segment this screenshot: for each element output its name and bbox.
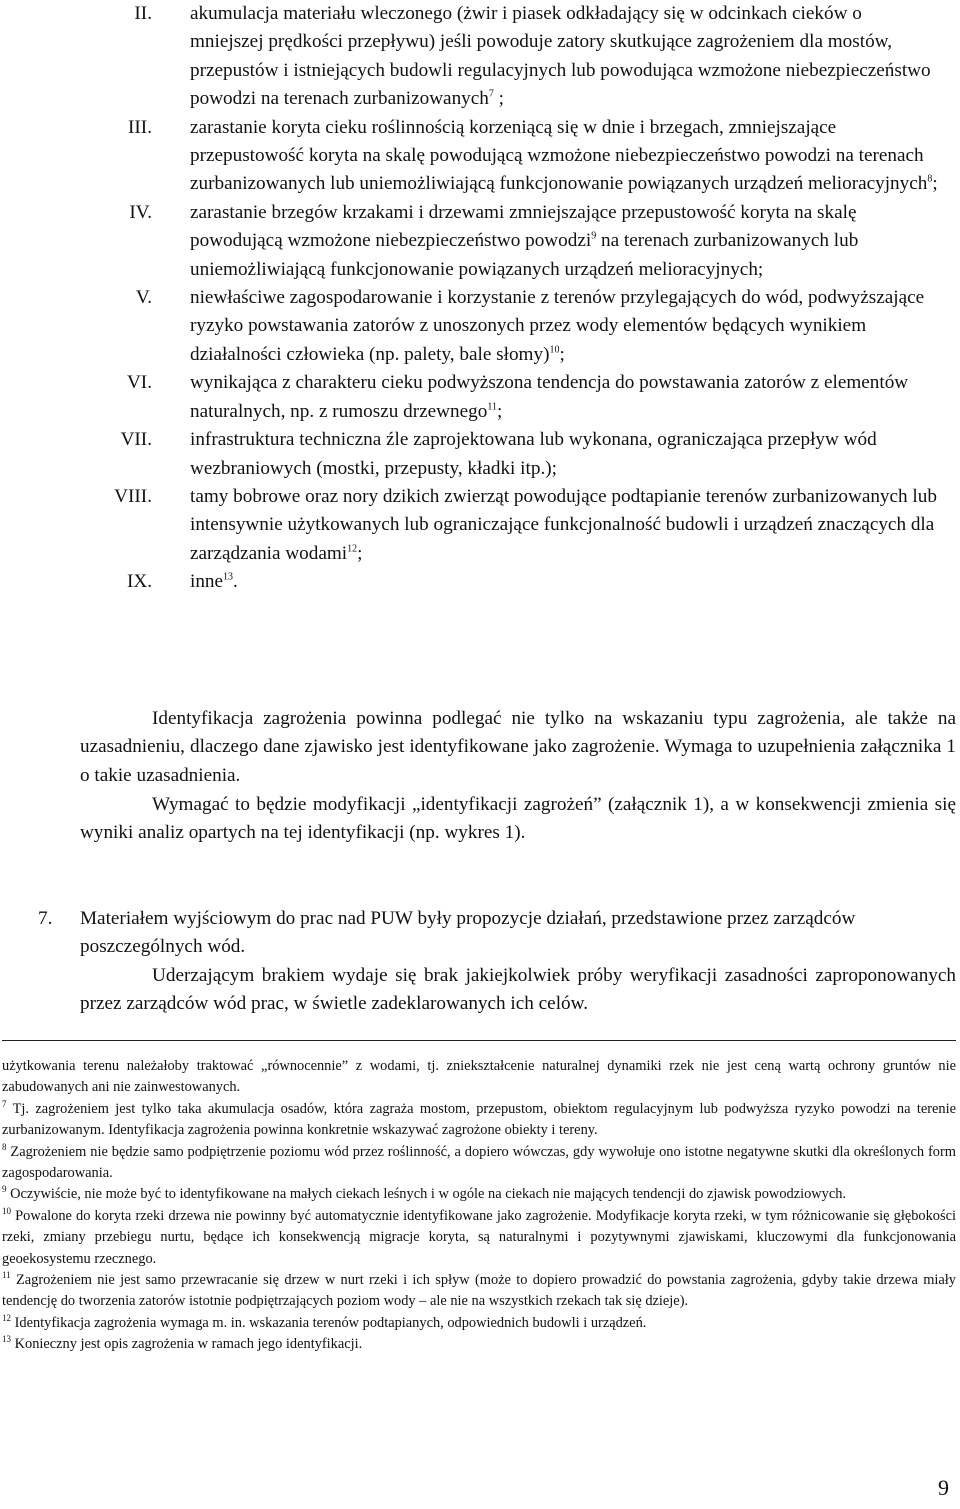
list-item-text: tamy bobrowe oraz nory dzikich zwierząt powodujące podtapianie terenów zurbanizowanych lub intensywnie użytkowanych lub ograniczające funkcjonalność budowli i urządzeń znaczących dla zarządzania wodami$^{12}$; [190,485,937,564]
footnote: $^{13}$ Konieczny jest opis zagrożenia w ramach jego identyfikacji. [2,1334,363,1353]
list-item [0,114,960,199]
page-number: 9 [938,1475,949,1500]
footnote-ref: 13 [223,571,234,583]
list-item [0,568,960,596]
list-item-text: akumulacja materiału wleczonego (żwir i piasek odkładający się w odcinkach cieków o mniejszej prędkości przepływu) jeśli powoduje zatory skutkujące zagrożeniem dla mostów, przepustów i istniejących budowli regulacyjnych lub powodująca wzmożone niebezpieczeństwo powodzi na terenach zurbanizowanych$^7$ ; [190,3,931,110]
footnote: $^9$ Oczywiście, nie może być to identyfikowane na małych ciekach leśnych i w ogóle na ciekach nie mających tendencji do zjawisk powodziowych. [2,1184,847,1203]
list-item [0,483,960,568]
list-item-text: niewłaściwe zagospodarowanie i korzystanie z terenów przylegających do wód, podwyższające ryzyko powstawania zatorów z unoszonych przez wody elementów będących wynikiem działalności człowieka (np. palety, bale słomy)$^{10}$; [190,287,925,365]
list-item-number: IX. [126,571,152,593]
list-item-text: zarastanie brzegów krzakami i drzewami zmniejszające przepustowość koryta na skalę powodującą wzmożone niebezpieczeństwo powodzi$^9$ na terenach zurbanizowanych lub uniemożliwiającą funkcjonowanie powiązanych urządzeń melioracyjnych; [190,201,859,280]
footnote: $^{12}$ Identyfikacja zagrożenia wymaga m. in. wskazania terenów podtapianych, odpowiednich budowli i urządzeń. [2,1313,647,1331]
body-paragraph: Wymagać to będzie modyfikacji „identyfikacji zagrożeń” (załącznik 1), a w konsekwencji zmienia się wyniki analiz opartych na tej identyfikacji (np. wykres 1). [80,794,956,844]
footnote: $^{11}$ Zagrożeniem nie jest samo przewracanie się drzew w nurt rzeki i ich spływ (może to dopiero prowadzić do powstania zagrożenia, gdyby takie drzewa miały tendencję do tworzenia zatorów istotnie podpiętrzających poziom wody – ale nie na wszystkich rzekach tak się dzieje). [2,1270,956,1310]
body-paragraph: Identyfikacja zagrożenia powinna podlegać nie tylko na wskazaniu typu zagrożenia, ale także na uzasadnieniu, dlaczego dane zjawisko jest identyfikowane jako zagrożenie. Wymaga to uzupełnienia załącznika 1 o takie uzasadnienia. [80,708,956,786]
footnotes [2,1056,956,1356]
footnote-ref: 11 [487,401,497,413]
list-item [0,199,960,284]
list-item-number: V. [135,287,152,309]
list-item [0,0,960,114]
list-item-number: IV. [129,201,152,223]
list-item-text: inne$^{13}$. [190,571,238,593]
footnote-ref: 7 [488,88,494,100]
list-item-number: III. [128,116,152,138]
footnote-ref: 9 [591,230,597,242]
footnote-continuation: użytkowania terenu należałoby traktować „równocennie” z wodami, tj. zniekształcenie naturalnej dynamiki rzek nie jest ceną wartą ochrony gruntów nie zabudowanych ani nie zainwestowanych. [2,1058,956,1096]
body-paragraph: Uderzającym brakiem wydaje się brak jakiejkolwiek próby weryfikacji zasadności zaproponowanych przez zarządców wód prac, w świetle zadeklarowanych ich celów. [80,965,956,1015]
footnote-ref: 10 [549,344,560,356]
footnote: $^{10}$ Powalone do koryta rzeki drzewa nie powinny być automatycznie identyfikowane jako zagrożenie. Modyfikacje koryta rzeki, w tym różnicowanie się głębokości rzeki, zmiany przebiegu nurtu, będące ich konsekwencją migracje koryta, są naturalnymi i pozytywnymi zjawiskami, kluczowymi dla funkcjonowania geoekosystemu rzecznego. [2,1206,956,1267]
list-item-number: II. [134,3,152,24]
section-number: 7. [38,908,53,929]
footnote-separator [2,1040,956,1041]
list-item-text: infrastruktura techniczna źle zaprojektowana lub wykonana, ograniczająca przepływ wód wezbraniowych (mostki, przepusty, kładki itp.); [190,429,877,479]
hazard-list [0,0,960,597]
list-item [0,284,960,369]
list-item-number: VI. [126,372,152,394]
list-item [0,369,960,426]
footnote-ref: 12 [347,543,358,555]
footnote: $^8$ Zagrożeniem nie będzie samo podpiętrzenie poziomu wód przez roślinność, a dopiero wówczas, gdy wywołuje ono istotne negatywne skutki dla określonych form zagospodarowania. [2,1141,956,1182]
list-item [0,426,960,483]
footnote: $^7$ Tj. zagrożeniem jest tylko taka akumulacja osadów, która zagraża mostom, przepustom, obiektom regulacyjnym lub podwyższa ryzyko powodzi na terenie zurbanizowanym. Identyfikacja zagrożenia powinna konkretnie wskazywać zagrożone obiekty i tereny. [2,1099,956,1139]
footnote-ref: 8 [927,174,933,186]
list-item-text: wynikająca z charakteru cieku podwyższona tendencja do powstawania zatorów z elementów naturalnych, np. z rumoszu drzewnego$^{11}$; [190,372,909,422]
list-item-text: zarastanie koryta cieku roślinnością korzeniącą się w dnie i brzegach, zmniejszające przepustowość koryta na skalę powodującą wzmożone niebezpieczeństwo powodzi na terenach zurbanizowanych lub uniemożliwiającą funkcjonowanie powiązanych urządzeń melioracyjnych$^8$; [190,116,938,195]
list-item-number: VIII. [114,485,152,507]
section-paragraph: Materiałem wyjściowym do prac nad PUW były propozycje działań, przedstawione przez zarządców poszczególnych wód. [80,908,856,958]
list-item-number: VII. [120,429,152,451]
